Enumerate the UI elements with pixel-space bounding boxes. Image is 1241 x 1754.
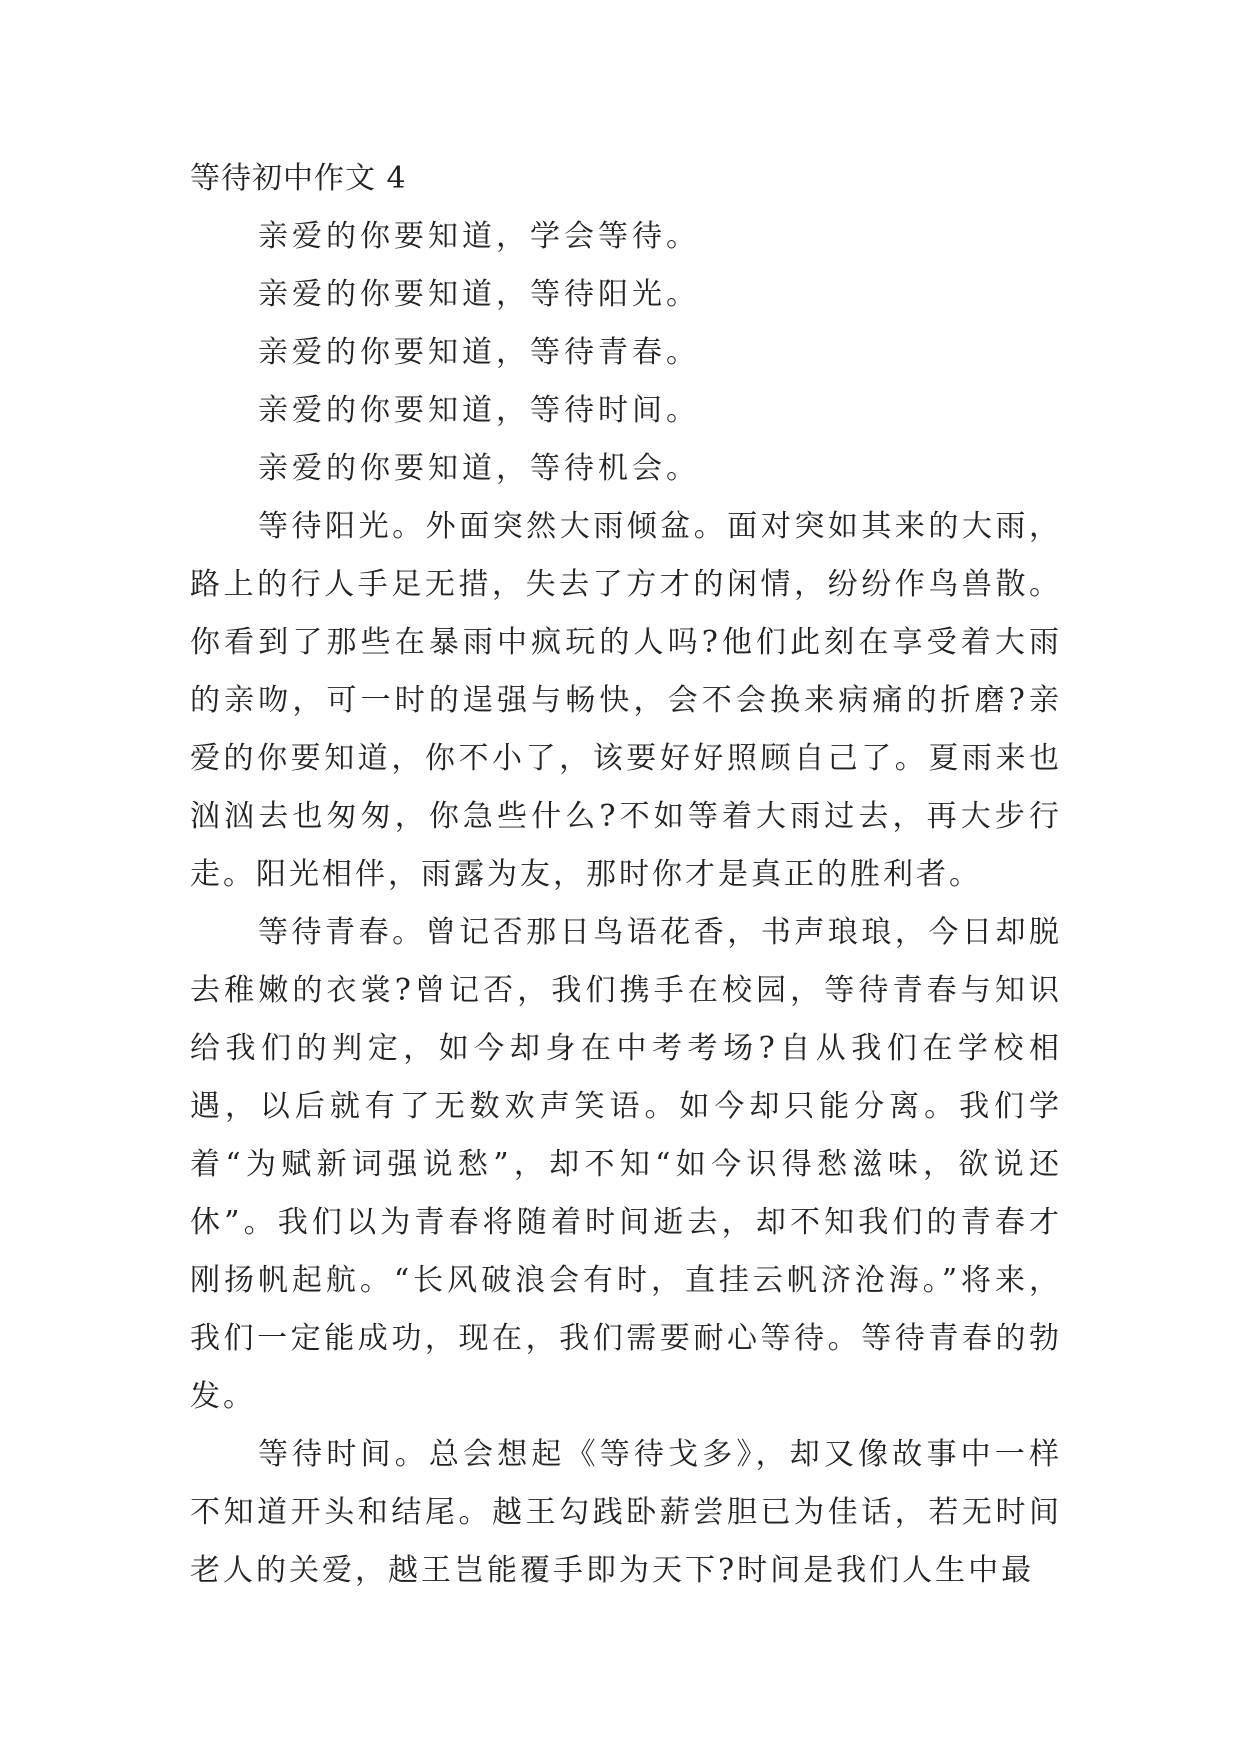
document-title: 等待初中作文 4 <box>190 161 407 196</box>
document-body <box>190 150 1062 1600</box>
short-line: 亲爱的你要知道，等待机会。 <box>258 451 700 486</box>
short-line: 亲爱的你要知道，等待阳光。 <box>258 277 700 312</box>
short-line: 亲爱的你要知道，学会等待。 <box>258 219 700 254</box>
short-line: 亲爱的你要知道，等待青春。 <box>258 335 700 370</box>
paragraph-time: 等待时间。总会想起《等待戈多》，却又像故事中一样不知道开头和结尾。越王勾践卧薪尝胆已为佳话，若无时间老人的关爱，越王岂能覆手即为天下?时间是我们人生中最 <box>190 1437 1062 1588</box>
paragraph-youth: 等待青春。曾记否那日鸟语花香，书声琅琅，今日却脱去稚嫩的衣裳?曾记否，我们携手在校园，等待青春与知识给我们的判定，如今却身在中考考场?自从我们在学校相遇，以后就有了无数欢声笑语。如今却只能分离。我们学着“为赋新词强说愁”，却不知“如今识得愁滋味，欲说还休”。我们以为青春将随着时间逝去，却不知我们的青春才刚扬帆起航。“长风破浪会有时，直挂云帆济沧海。”将来，我们一定能成功，现在，我们需要耐心等待。等待青春的勃发。 <box>190 915 1062 1414</box>
short-line: 亲爱的你要知道，等待时间。 <box>258 393 700 428</box>
paragraph-sunshine: 等待阳光。外面突然大雨倾盆。面对突如其来的大雨，路上的行人手足无措，失去了方才的闲情，纷纷作鸟兽散。你看到了那些在暴雨中疯玩的人吗?他们此刻在享受着大雨的亲吻，可一时的逞强与畅快，会不会换来病痛的折磨?亲爱的你要知道，你不小了，该要好好照顾自己了。夏雨来也汹汹去也匆匆，你急些什么?不如等着大雨过去，再大步行走。阳光相伴，雨露为友，那时你才是真正的胜利者。 <box>190 509 1062 892</box>
